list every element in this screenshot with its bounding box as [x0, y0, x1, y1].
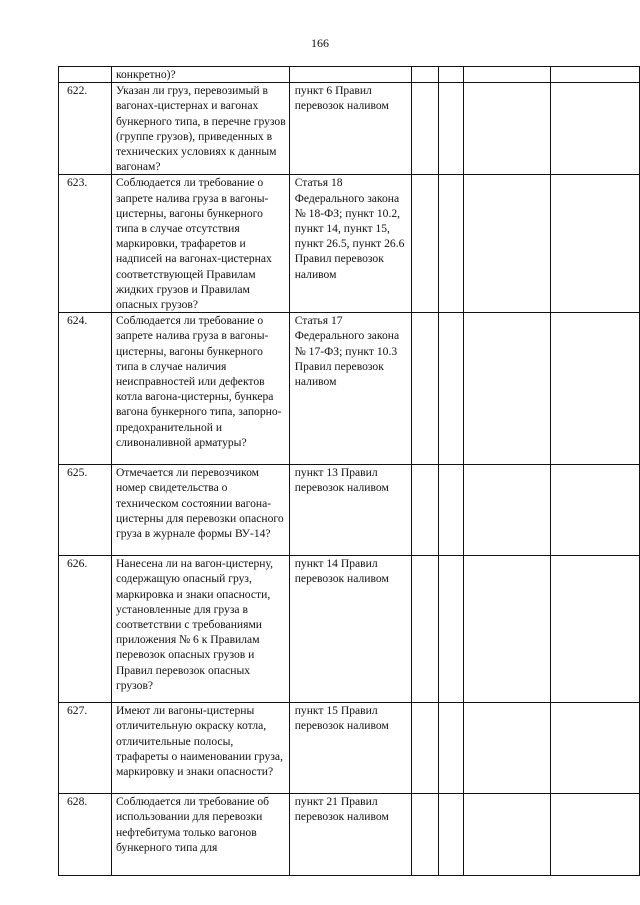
row-number-cell: 623.: [59, 175, 112, 313]
reference-cell: Статья 17 Федерального закона № 17-ФЗ; пункт 10.3 Правил перевозок наливом: [289, 313, 411, 465]
empty-cell: [464, 175, 551, 313]
question-cell: конкретно)?: [111, 67, 289, 83]
empty-cell: [438, 703, 464, 794]
empty-cell: [551, 175, 640, 313]
empty-cell: [411, 794, 438, 876]
empty-cell: [411, 556, 438, 703]
question-cell: Соблюдается ли требование об использовании для перевозки нефтебитума только вагонов бункерного типа для: [111, 794, 289, 876]
empty-cell: [551, 556, 640, 703]
table-row: [59, 794, 640, 876]
table-row: [59, 175, 640, 313]
empty-cell: [438, 313, 464, 465]
empty-cell: [551, 703, 640, 794]
empty-cell: [464, 794, 551, 876]
empty-cell: [464, 67, 551, 83]
row-number-cell: 624.: [59, 313, 112, 465]
reference-cell: пункт 6 Правил перевозок наливом: [289, 83, 411, 175]
row-number-cell: 622.: [59, 83, 112, 175]
empty-cell: [411, 83, 438, 175]
empty-cell: [551, 465, 640, 556]
empty-cell: [551, 794, 640, 876]
row-number-cell: 628.: [59, 794, 112, 876]
empty-cell: [438, 83, 464, 175]
row-number-cell: 625.: [59, 465, 112, 556]
table-row: [59, 703, 640, 794]
empty-cell: [551, 83, 640, 175]
empty-cell: [464, 703, 551, 794]
question-cell: Имеют ли вагоны-цистерны отличительную окраску котла, отличительные полосы, трафареты о наименовании груза, маркировку и знаки опасности?: [111, 703, 289, 794]
table-row: [59, 83, 640, 175]
table-row: [59, 67, 640, 83]
question-cell: Соблюдается ли требование о запрете налива груза в вагоны-цистерны, вагоны бункерного типа в случае отсутствия маркировки, трафаретов и надписей на вагонах-цистернах соответствующей Правилам жидких грузов и Правилам опасных грузов?: [111, 175, 289, 313]
reference-cell: Статья 18 Федерального закона № 18-ФЗ; пункт 10.2, пункт 14, пункт 15, пункт 26.5, пункт 26.6 Правил перевозок наливом: [289, 175, 411, 313]
empty-cell: [438, 465, 464, 556]
empty-cell: [464, 313, 551, 465]
reference-cell: пункт 21 Правил перевозок наливом: [289, 794, 411, 876]
empty-cell: [438, 556, 464, 703]
empty-cell: [464, 465, 551, 556]
empty-cell: [411, 67, 438, 83]
question-cell: Отмечается ли перевозчиком номер свидетельства о техническом состоянии вагона-цистерны для перевозки опасного груза в журнале формы ВУ-14?: [111, 465, 289, 556]
empty-cell: [438, 794, 464, 876]
row-number-cell: 627.: [59, 703, 112, 794]
reference-cell: пункт 15 Правил перевозок наливом: [289, 703, 411, 794]
reference-cell: пункт 14 Правил перевозок наливом: [289, 556, 411, 703]
empty-cell: [411, 175, 438, 313]
table-row: [59, 465, 640, 556]
empty-cell: [411, 313, 438, 465]
empty-cell: [551, 313, 640, 465]
checklist-table: [58, 66, 640, 876]
empty-cell: [438, 175, 464, 313]
table-row: [59, 556, 640, 703]
question-cell: Указан ли груз, перевозимый в вагонах-цистернах и вагонах бункерного типа, в перечне грузов (группе грузов), приведенных в технических условиях к данным вагонам?: [111, 83, 289, 175]
empty-cell: [551, 67, 640, 83]
question-cell: Соблюдается ли требование о запрете налива груза в вагоны-цистерны, вагоны бункерного типа в случае наличия неисправностей или дефектов котла вагона-цистерны, бункера вагона бункерного типа, запорно-предохранительной и сливоналивной арматуры?: [111, 313, 289, 465]
empty-cell: [464, 556, 551, 703]
empty-cell: [411, 465, 438, 556]
row-number-cell: [59, 67, 112, 83]
row-number-cell: 626.: [59, 556, 112, 703]
empty-cell: [438, 67, 464, 83]
empty-cell: [464, 83, 551, 175]
reference-cell: пункт 13 Правил перевозок наливом: [289, 465, 411, 556]
page-number: 166: [311, 36, 329, 50]
reference-cell: [289, 67, 411, 83]
table-row: [59, 313, 640, 465]
empty-cell: [411, 703, 438, 794]
question-cell: Нанесена ли на вагон-цистерну, содержащую опасный груз, маркировка и знаки опасности, установленные для груза в соответствии с требованиями приложения № 6 к Правилам перевозок опасных грузов и Правил перевозок опасных грузов?: [111, 556, 289, 703]
